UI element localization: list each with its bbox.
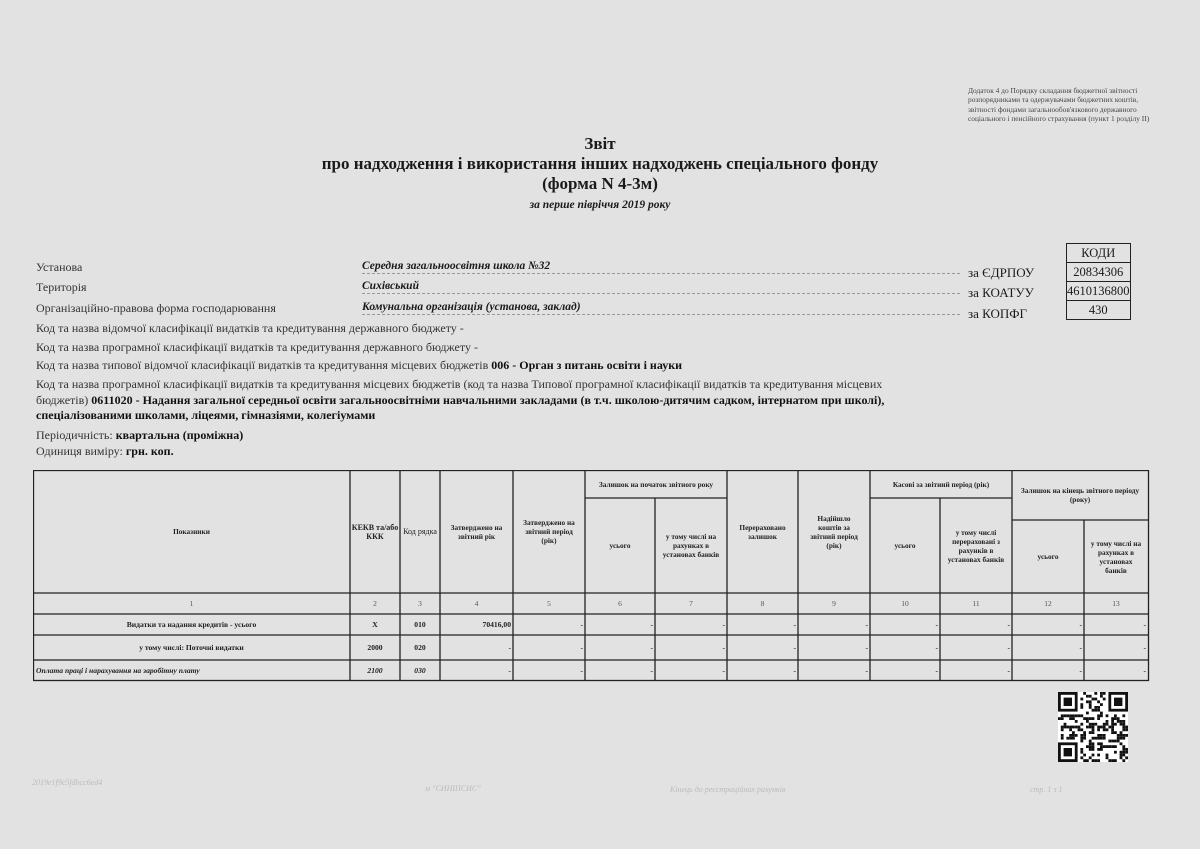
row-kekv: 2100 [367, 665, 383, 675]
row-value: - [650, 643, 653, 652]
row-value: - [793, 643, 796, 652]
footer-note: Кінець до реєстраційних рахунків [670, 785, 786, 794]
row-code: 020 [414, 643, 426, 652]
annex-note: Додаток 4 до Порядку складання бюджетної звітності розпорядниками та одержувачами бюджетних коштів, звітності фондами загальнообов'язкового державного соціального і пенсійного страхування (пункт 1 розділу II) [968, 86, 1150, 124]
row-value: - [722, 643, 725, 652]
header-approved-period: Затверджено на звітний період (рік) [523, 518, 575, 545]
row-value: - [508, 665, 511, 675]
column-number: 9 [832, 599, 836, 608]
header-kekv: КЕКВ та/або ККК [351, 522, 399, 541]
row-code: 010 [414, 620, 426, 629]
header-approved-year: Затверджено на звітний рік [450, 522, 503, 541]
periodicity [36, 428, 243, 443]
local-dept-value: 006 - Орган з питань освіти і науки [491, 358, 683, 372]
local-prog-class [36, 393, 884, 408]
header-balance-start: Залишок на початок звітного року [598, 479, 714, 489]
row-value: - [580, 620, 583, 629]
row-value: - [650, 665, 653, 675]
row-value: - [580, 643, 583, 652]
footer-doc-id: 2019e1f9c5fdbcc6ed4 [32, 778, 103, 787]
header-row-code: Код рядка [403, 527, 437, 536]
unit-label: Одиниця виміру: [36, 444, 123, 458]
legal-form-label: Організаційно-правова форма господарювання [36, 301, 276, 315]
row-value: - [1143, 665, 1146, 675]
periodicity-label: Періодичність: [36, 428, 113, 442]
row-value: - [793, 665, 796, 675]
row-value: - [580, 665, 583, 675]
column-number: 11 [972, 599, 980, 608]
codes-header: КОДИ [1067, 244, 1131, 263]
header-cash-banks: у тому числі перераховані з рахунків в установах банків [947, 527, 1005, 564]
header-balance-start-banks: у тому числі на рахунках в установах банків [662, 532, 720, 559]
column-number: 5 [547, 599, 551, 608]
header-indicators: Показники [173, 527, 210, 536]
header-received: Надійшло коштів за звітний період (рік) [810, 513, 858, 550]
row-value: - [1143, 643, 1146, 652]
row-value: - [865, 665, 868, 675]
institution-label: Установа [36, 260, 83, 274]
local-prog-value2-text: спеціалізованими школами, ліцеями, гімназіями, колегіумами [36, 408, 376, 422]
row-indicator: Видатки та надання кредитів - усього [126, 620, 257, 629]
local-prog-value: 0611020 - Надання загальної середньої освіти загальноосвітніми навчальними закладами (в т.ч. школою-дитячим садком, інтернатом при школі), [91, 393, 885, 407]
row-value: - [1007, 643, 1010, 652]
institution-value: Середня загальноосвітня школа №32 [362, 260, 960, 274]
local-prog-prefix2: бюджетів) [36, 393, 89, 407]
periodicity-value: квартальна (проміжна) [115, 428, 244, 442]
koatuu-code: 4610136800 [1067, 282, 1131, 301]
territory-label: Територія [36, 280, 87, 294]
codes-table [1066, 243, 1131, 320]
row-value: - [935, 665, 938, 675]
column-number: 7 [689, 599, 693, 608]
local-dept-prefix: Код та назва типової відомчої класифікації видатків та кредитування місцевих бюджетів [36, 358, 489, 372]
row-value: - [1079, 643, 1082, 652]
state-prog-class: Код та назва програмної класифікації видатків та кредитування державного бюджету - [36, 340, 478, 354]
local-prog-prefix: Код та назва програмної класифікації видатків та кредитування місцевих бюджетів (код та назва Типової програмної класифікації видатків та кредитування місцевих [36, 377, 883, 391]
header-balance-end-total: усього [1037, 552, 1059, 561]
column-number: 12 [1044, 599, 1052, 608]
local-prog-value2 [36, 408, 375, 423]
row-value: - [722, 665, 725, 675]
koatuu-label: за КОАТУУ [968, 285, 1034, 300]
edrpou-label: за ЄДРПОУ [968, 265, 1035, 280]
row-value: - [508, 643, 511, 652]
unit [36, 444, 174, 459]
legal-form-value: Комунальна організація (установа, заклад) [362, 301, 960, 315]
local-dept-class [36, 358, 682, 373]
header-balance-end-banks: у тому числі на рахунках в установах банків [1090, 538, 1142, 575]
footer-page: стр. 1 з 1 [1030, 785, 1063, 794]
header-balance-end: Залишок на кінець звітного періоду (року) [1020, 486, 1140, 504]
header-cash-total: усього [894, 541, 916, 550]
row-value: - [650, 620, 653, 629]
territory-value: Сихівський [362, 280, 960, 294]
column-number: 10 [901, 599, 909, 608]
header-cash: Касові за звітний період (рік) [892, 479, 990, 489]
row-value: - [793, 620, 796, 629]
row-value: - [1079, 620, 1082, 629]
column-number: 8 [760, 599, 765, 608]
row-value: - [1007, 620, 1010, 629]
kopfg-label: за КОПФГ [968, 306, 1028, 321]
row-kekv: X [372, 620, 378, 629]
header-balance-start-total: усього [609, 541, 631, 550]
column-number: 4 [474, 599, 479, 608]
footer-org: м "СИНІПСИС" [425, 784, 481, 793]
qr-code-icon [1058, 692, 1128, 762]
column-number: 2 [373, 599, 377, 608]
row-value: - [1007, 665, 1010, 675]
report-period: за перше півріччя 2019 року [529, 199, 671, 211]
edrpou-code: 20834306 [1067, 263, 1131, 282]
report-title: Звіт [584, 134, 616, 153]
unit-value: грн. коп. [125, 444, 174, 458]
row-value: 70416,00 [482, 620, 511, 629]
row-value: - [865, 620, 868, 629]
header-transferred: Перераховано залишок [739, 522, 786, 541]
column-number: 1 [189, 599, 194, 608]
row-value: - [722, 620, 725, 629]
column-number: 6 [618, 599, 622, 608]
row-code: 030 [414, 665, 426, 675]
row-kekv: 2000 [367, 643, 383, 652]
column-number: 13 [1112, 599, 1120, 608]
state-dept-class: Код та назва відомчої класифікації видатків та кредитування державного бюджету - [36, 321, 464, 335]
row-value: - [1143, 620, 1146, 629]
row-indicator: Оплата праці і нарахування на заробітну плату [36, 665, 200, 675]
column-number: 3 [418, 599, 422, 608]
row-value: - [865, 643, 868, 652]
row-value: - [935, 643, 938, 652]
row-value: - [935, 620, 938, 629]
row-indicator: у тому числі: Поточні видатки [139, 643, 244, 652]
report-subtitle: про надходження і використання інших надходжень спеціального фонду [321, 154, 879, 173]
form-number: (форма N 4-3м) [542, 174, 658, 193]
kopfg-code: 430 [1067, 301, 1131, 320]
row-value: - [1079, 665, 1082, 675]
